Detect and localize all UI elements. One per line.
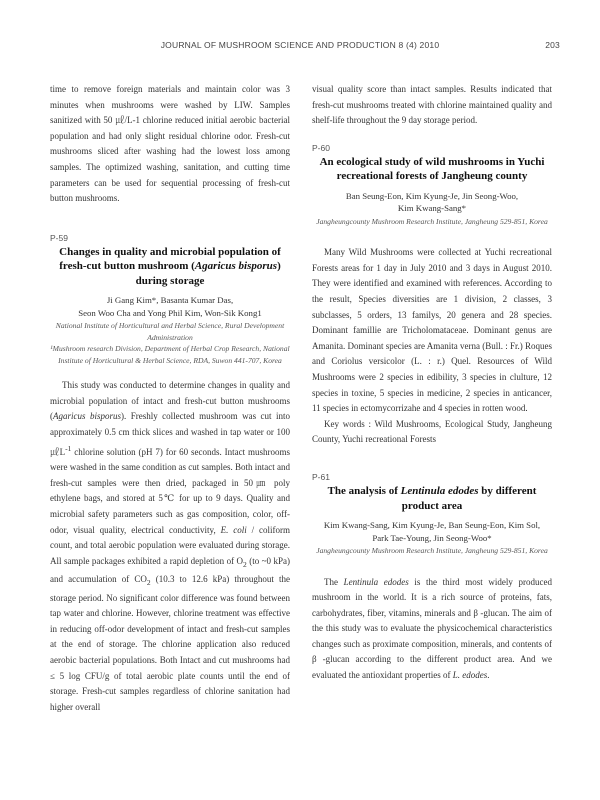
species-name: Agaricus bisporus — [53, 411, 121, 422]
journal-title: JOURNAL OF MUSHROOM SCIENCE AND PRODUCTION 8 (4) 2010 — [160, 40, 440, 50]
superscript: -1 — [65, 443, 72, 453]
authors-p59 — [50, 294, 290, 319]
continued-abstract-text: time to remove foreign materials and maintain color was 3 minutes when mushrooms were washed by LIW. Samples sanitized with 50 ㎕/L-1 chlorine reduced initial aerobic bacterial population and had only slight residual chlorine odor. Fresh-cut mushrooms sliced after washing had the lowest loss among samples. The optimized washing, sanitation, and cutting time parameters can be used for sequential processing of fresh-cut button mushrooms. — [50, 84, 290, 204]
body-text: chlorine solution (pH 7) for 60 seconds. Intact mushrooms were washed in the same condition as cut samples. Both intact and fresh-cut samples were then dried, packaged in 50㎛ poly ethylene bags, and stored at 5℃ for up to 9 days. Quality and microbial safety parameters such as gas composition, color, off-odor, visual quality, electrical conductivity, — [50, 446, 291, 535]
species-name: E. coli — [220, 524, 247, 535]
body-text: ). Freshly collected mushroom was cut into approximately 0.5 cm thick slices and washed in tap water or 100 ㎕L — [50, 411, 290, 457]
affiliation-p60: Jangheungcounty Mushroom Research Institute, Jangheung 529-851, Korea — [316, 216, 548, 226]
title-species: Lentinula edodes — [400, 485, 479, 497]
body-text: is the third most widely produced mushroom in the world. It is a rich source of proteins, fats, carbohydrates, fiber, vitamins, minerals and β -glucan. The aim of the this study was to evaluate the physicochemical characteristics changes such as proximate composition, minerals, and contents of β -glucan according to the different product area. And we evaluated the antioxidant properties of — [312, 576, 552, 681]
abstract-body-p59 — [50, 378, 290, 715]
species-name: L. edodes — [452, 670, 488, 681]
abstract-body-p60: Many Wild Mushrooms were collected at Yuchi recreational Forests areas for 1 day in July 2010 and 3 days in August 2010. They were identified and examined with references. According to the result, Species diversities are 1 division, 2 classes, 3 subclasses, 5 orders, 13 familys, 20 genera and 28 species. Dominant famillie are Tricholomataceae. Dominant genus are Amanita. Dominant species are Amanita verna (Bull. : Fr.) Roques and Coriolus versicolor (L. : r.) Quel. Resources of Wild Mushrooms were 2 species in edibility, 3 species in clulture, 12 species in toxine, 5 species in medicine, 2 species in anticancer, 11 species in ectomycorrizahe and 4 species in rotten wood. — [312, 247, 552, 414]
abstract-title-p60: An ecological study of wild mushrooms in Yuchi recreational forests of Jangheung county — [319, 155, 545, 183]
body-text: (to ~0 kPa) and accumulation of CO — [50, 555, 290, 585]
body-text: This study was conducted to determine changes in quality and microbial population of intact and fresh-cut button mushrooms ( — [50, 380, 290, 422]
author-line: Ban Seung-Eon, Kim Kyung-Je, Jin Seong-Woo, — [345, 190, 519, 201]
abstract-code-p60: P-60 — [312, 142, 330, 153]
authors-p60 — [312, 190, 552, 215]
affiliation-p59 — [50, 320, 290, 366]
abstract-title-p61 — [312, 484, 552, 513]
abstract-title-p59 — [50, 245, 290, 289]
title-species: Agaricus bisporus — [194, 260, 278, 273]
body-text: / coliform count, and total aerobic population were evaluated during storage. All sample packages exhibited a rapid depletion of O — [50, 524, 290, 566]
title-text-end: by different product area — [401, 485, 537, 512]
abstract-body-p61 — [312, 575, 552, 684]
author-line: Ji Gang Kim*, Basanta Kumar Das, — [106, 295, 234, 306]
subscript: 2 — [146, 577, 151, 587]
body-text: (10.3 to 12.6 kPa) throughout the storage period. No significant color difference was found between tap water and chlorine. However, chlorine treatment was effective in reducing off-odor development of intact and fresh-cut samples at the end of storage. The chlorine application also reduced aerobic bacterial populations. Both Intact and cut mushrooms had ≤ 5 log CFU/g of total aerobic plate counts until the end of storage. Fresh-cut samples regardless of chlorine sanitation had higher overall — [50, 574, 290, 712]
subscript: 2 — [243, 559, 247, 569]
affiliation-line: ¹Mushroom research Division, Department of Herbal Crop Research, National Institute of Horticultural & Herbal Science, RDA, Suwon 441-707, Korea — [50, 344, 290, 365]
species-name: Lentinula edodes — [343, 576, 409, 587]
title-text: Changes in quality and microbial population of fresh-cut button mushroom ( — [59, 245, 281, 273]
title-text-end: ) during storage — [135, 260, 281, 287]
right-column — [312, 82, 552, 684]
keywords-p60: Key words : Wild Mushrooms, Ecological Study, Jangheung County, Yuchi recreational Forests — [312, 418, 552, 445]
author-line: Seon Woo Cha and Yong Phil Kim, Won-Sik Kong1 — [78, 307, 262, 318]
abstract-code-p59: P-59 — [50, 232, 68, 243]
author-line: Kim Kwang-Sang, Kim Kyung-Je, Ban Seung-Eon, Kim Sol, — [323, 520, 541, 530]
title-text: The analysis of — [327, 485, 401, 497]
affiliation-p61: Jangheungcounty Mushroom Research Institute, Jangheung 529-851, Korea — [316, 546, 548, 555]
author-line: Park Tae-Young, Jin Seong-Woo* — [372, 532, 492, 543]
authors-p61 — [312, 519, 552, 544]
abstract-code-p61: P-61 — [312, 472, 330, 482]
continued-abstract-text: visual quality score than intact samples. Results indicated that fresh-cut mushrooms treated with chlorine maintained quality and shelf-life throughout the 9 day storage period. — [312, 84, 552, 126]
affiliation-line: National Institute of Horticultural and Herbal Science, Rural Development Administration — [55, 321, 285, 342]
left-column — [50, 82, 290, 715]
body-text: The — [324, 576, 344, 587]
author-line: Kim Kwang-Sang* — [397, 203, 467, 214]
body-text: . — [487, 670, 490, 681]
page-number: 203 — [545, 40, 560, 50]
